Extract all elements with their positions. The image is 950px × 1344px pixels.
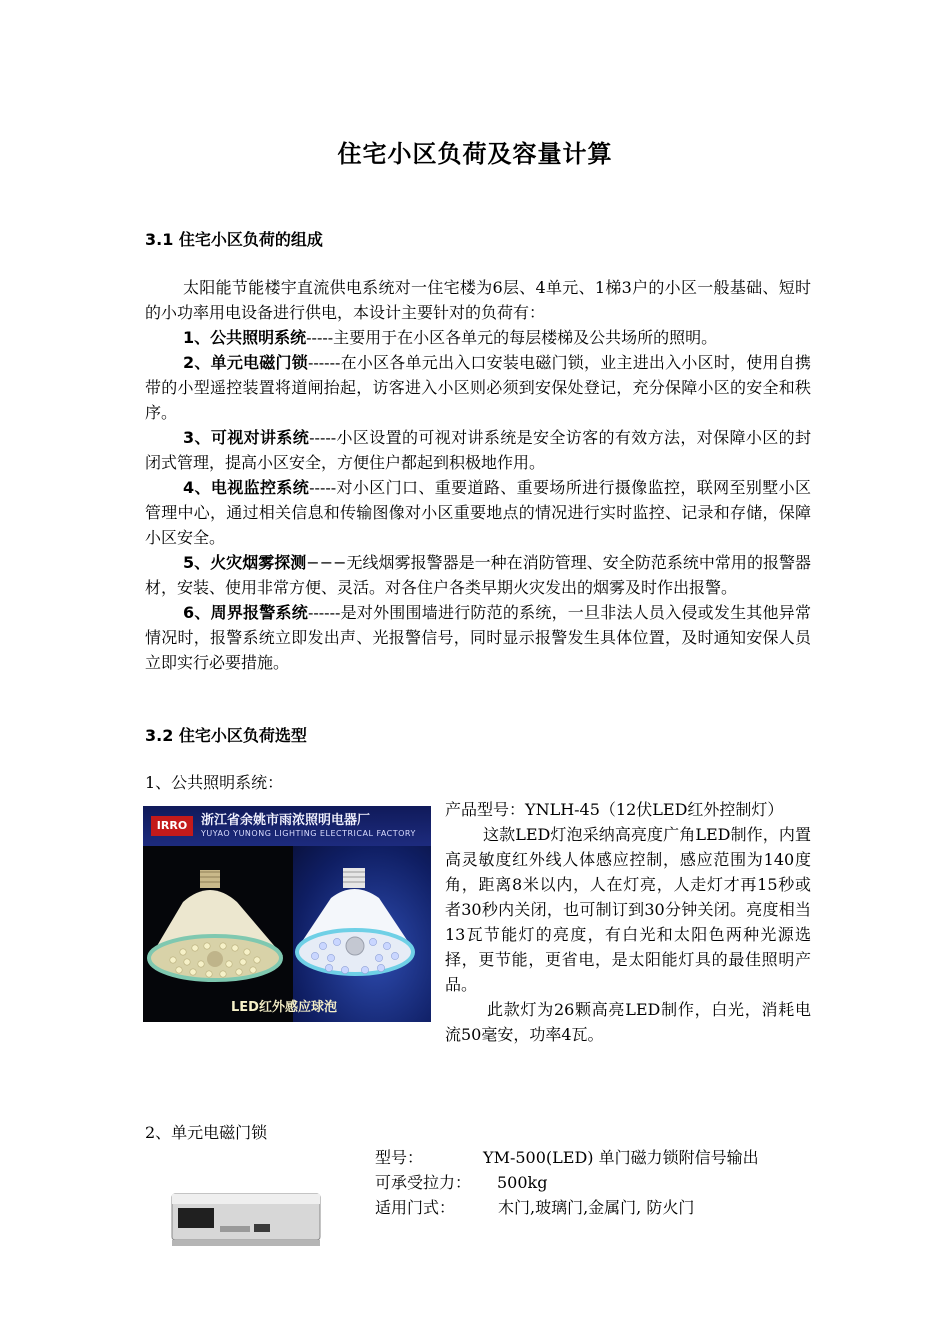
spec-value: 500kg [497,1173,548,1192]
separator: ------ [307,603,341,622]
led-bulbs-illustration [143,806,431,1022]
left-bulb-sensor [207,951,223,967]
lighting-label: 1、公共照明系统： [145,773,284,792]
load-item-label: 6、周界报警系统 [183,603,308,622]
load-item-label: 3、可视对讲系统 [183,428,310,447]
load-item-text: 小区设置的可视对讲系统是安全访客的有效方法，对保障小区的封闭式管理，提高小区安全，方便住户都起到积极地作用。 [145,428,811,472]
spec-row-force [375,1170,548,1195]
product-spec: 此款灯为26颗高亮LED制作，白光，消耗电流50毫安，功率4瓦。 [445,1000,811,1044]
load-item-label: 4、电视监控系统 [183,478,310,497]
spec-value: 木门,玻璃门,金属门, 防火门 [498,1198,695,1217]
spec-value: YM-500(LED) 单门磁力锁附信号输出 [483,1148,759,1167]
load-item-text: 主要用于在小区各单元的每层楼梯及公共场所的照明。 [333,328,718,347]
load-item-5 [145,550,811,600]
lighting-product-text [445,797,811,1047]
spec-key: 可承受拉力： [375,1173,472,1192]
load-item-text: 在小区各单元出入口安装电磁门锁，业主进出入小区时，使用自携带的小型遥控装置将道闸抬起，访客进入小区则必须到安保处登记，充分保障小区的安全和秩序。 [145,353,811,422]
load-item-text: 是对外围围墙进行防范的系统，一旦非法人员入侵或发生其他异常情况时，报警系统立即发出声、光报警信号，同时显示报警发生具体位置，及时通知安保人员立即实行必要措施。 [145,603,811,672]
load-item-2 [145,350,811,425]
spec-row-model [375,1145,759,1170]
load-item-4 [145,475,811,550]
load-item-6 [145,600,811,675]
load-item-text: 对小区门口、重要道路、重要场所进行摄像监控，联网至别墅小区管理中心，通过相关信息和传输图像对小区重要地点的情况进行实时监控、记录和存储，保障小区安全。 [145,478,811,547]
load-item-1 [145,325,811,350]
load-item-label: 2、单元电磁门锁 [183,353,308,372]
magnetic-lock-photo [168,1190,324,1250]
load-item-text: 无线烟雾报警器是一种在消防管理、安全防范系统中常用的报警器材，安装、使用非常方便、灵活。对各住户各类早期火灾发出的烟雾及时作出报警。 [145,553,811,597]
section-heading-3-1: 3.1 住宅小区负荷的组成 [145,230,323,249]
section-3-1-body [145,275,811,675]
left-bulb-base [200,870,220,888]
lock-label-plate [254,1224,270,1232]
spec-key: 型号： [375,1148,424,1167]
load-item-label: 1、公共照明系统 [183,328,307,347]
separator: ----- [309,478,337,497]
product-description: 这款LED灯泡采纳高亮度广角LED制作，内置高灵敏度红外线人体感应控制，感应范围为140度角，距离8米以内，人在灯亮，人走灯才再15秒或者30秒内关闭，也可制订到30分钟关闭。亮度相当13瓦节能灯的亮度，有白光和太阳色两种光源选择，更节能，更省电，是太阳能灯具的最佳照明产品。 [445,825,811,994]
product-model: 产品型号：YNLH-45（12伏LED红外控制灯） [445,800,784,819]
intro-paragraph: 太阳能节能楼宇直流供电系统对一住宅楼为6层、4单元、1梯3户的小区一般基础、短时的小功率用电设备进行供电，本设计主要针对的负荷有： [145,278,811,322]
separator: ------ [307,353,341,372]
separator: ----- [306,328,334,347]
lock-armature-slot [178,1208,214,1228]
brand-logo: IRRO [151,816,193,836]
banner-company-name: 浙江省余姚市雨浓照明电器厂 [201,813,371,828]
section-heading-3-2: 3.2 住宅小区负荷选型 [145,726,307,745]
right-bulb-base [343,868,365,888]
lock-label: 2、单元电磁门锁 [145,1123,268,1142]
page-title: 住宅小区负荷及容量计算 [337,140,613,168]
right-bulb-sensor [346,937,364,955]
spec-row-door [375,1195,695,1220]
spec-key: 适用门式： [375,1198,456,1217]
photo-caption: LED红外感应球泡 [231,1000,337,1015]
load-item-3 [145,425,811,475]
separator: −−− [306,553,347,572]
separator: ----- [309,428,337,447]
led-bulb-photo [143,806,431,1022]
banner-company-name-en: YUYAO YUNONG LIGHTING ELECTRICAL FACTORY [201,829,416,838]
lock-spec-list [375,1145,759,1220]
load-item-label: 5、火灾烟雾探测 [183,553,307,572]
